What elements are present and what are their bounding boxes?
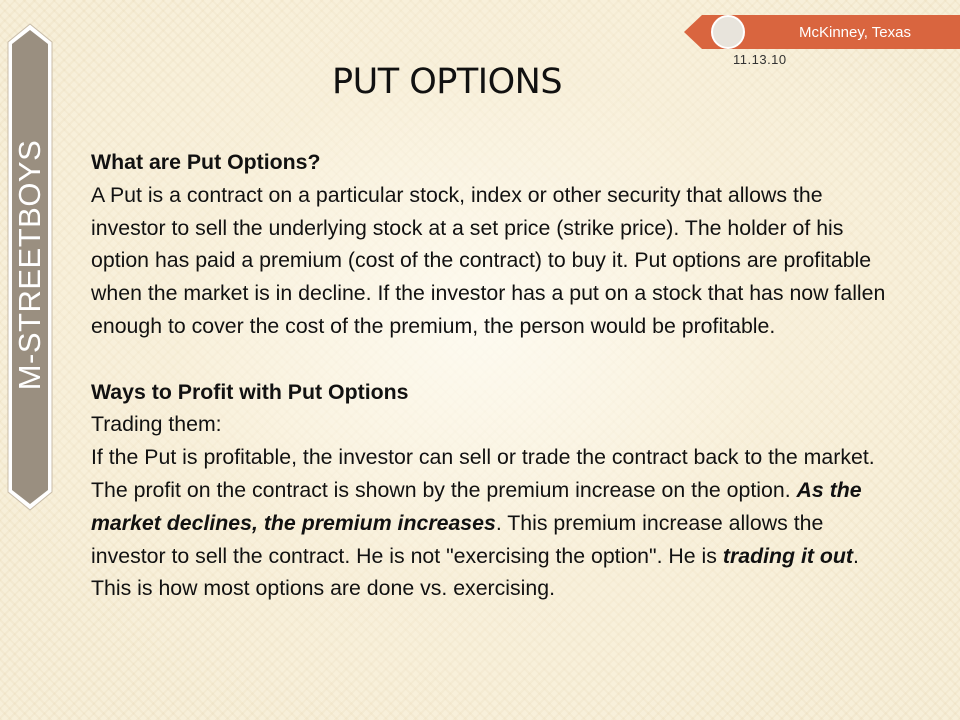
main-content: [91, 146, 901, 605]
page-title: PUT OPTIONS: [332, 62, 563, 102]
put-options-definition: A Put is a contract on a particular stock, index or other security that allows the investor to sell the underlying stock at a set price (strike price). The holder of his option has paid a premium (cost of the contract) to buy it. Put options are profitable when the market is in decline. If the investor has a put on a stock that has now fallen enough to cover the cost of the premium, the person would be profitable.: [91, 182, 886, 338]
ways-to-profit-heading: Ways to Profit with Put Options: [91, 379, 409, 404]
date-label: 11.13.10: [733, 52, 787, 67]
trading-paragraph: If the Put is profitable, the investor can sell or trade the contract back to the market. The profit on the contract is shown by the premium increase on the option. As the market declines, the premium increases. This premium increase allows the investor to sell the contract. He is not "exercising the option". He is trading it out. This is how most options are done vs. exercising.: [91, 445, 875, 601]
trading-label: Trading them:: [91, 412, 222, 437]
paragraph-gap: [91, 343, 901, 376]
brand-vertical-text: M-STREETBOYS: [12, 139, 47, 391]
emphasis-market-declines: As the market declines, the premium increases: [91, 477, 862, 535]
location-label: McKinney, Texas: [799, 24, 911, 41]
emphasis-trading-out: trading it out: [722, 543, 853, 568]
put-options-heading: What are Put Options?: [91, 150, 321, 174]
